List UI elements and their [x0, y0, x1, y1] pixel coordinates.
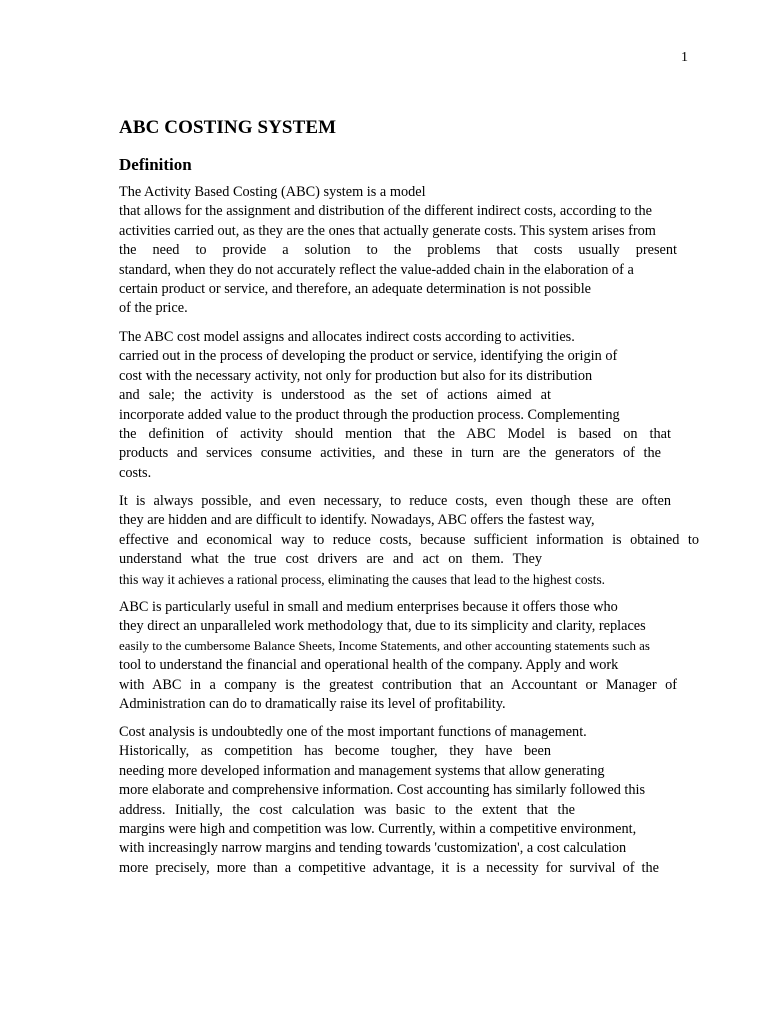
text-line: margins were high and competition was low. Currently, within a competitive environment,: [119, 820, 637, 837]
paragraph-5: [119, 723, 709, 878]
text-line: tool to understand the financial and operational health of the company. Apply and work: [119, 657, 619, 674]
text-line: products and services consume activities, and these in turn are the generators of the: [119, 445, 661, 462]
text-line: carried out in the process of developing the product or service, identifying the origin of: [119, 348, 618, 365]
text-line: standard, when they do not accurately reflect the value-added chain in the elaboration of a: [119, 261, 634, 278]
text-line: Cost analysis is undoubtedly one of the most important functions of management.: [119, 724, 587, 740]
text-line: this way it achieves a rational process, eliminating the causes that lead to the highest costs.: [119, 571, 606, 587]
text-line: they are hidden and are difficult to identify. Nowadays, ABC offers the fastest way,: [119, 512, 595, 529]
text-line: with increasingly narrow margins and tending towards 'customization', a cost calculation: [119, 840, 627, 857]
text-line: incorporate added value to the product through the production process. Complementing: [119, 406, 620, 423]
page-number: 1: [681, 50, 688, 65]
text-line: The Activity Based Costing (ABC) system is a model: [119, 184, 426, 200]
text-line: more precisely, more than a competitive advantage, it is a necessity for survival of the: [119, 859, 659, 876]
text-line: The ABC cost model assigns and allocates indirect costs according to activities.: [119, 329, 575, 345]
text-line: of the price.: [119, 300, 188, 317]
text-line: the need to provide a solution to the problems that costs usually present: [119, 242, 677, 259]
text-line: effective and economical way to reduce costs, because sufficient information is obtained to: [119, 531, 699, 548]
section-heading-definition: Definition: [119, 155, 192, 174]
text-line: easily to the cumbersome Balance Sheets, Income Statements, and other accounting statements such as: [119, 638, 650, 653]
text-line: understand what the true cost drivers are and act on them. They: [119, 551, 542, 568]
text-line: that allows for the assignment and distribution of the different indirect costs, according to the: [119, 203, 652, 220]
text-line: with ABC in a company is the greatest contribution that an Accountant or Manager of: [119, 676, 677, 693]
text-line: and sale; the activity is understood as the set of actions aimed at: [119, 387, 551, 404]
paragraph-4: [119, 598, 709, 714]
document-title: ABC COSTING SYSTEM: [119, 117, 337, 138]
text-line: they direct an unparalleled work methodology that, due to its simplicity and clarity, replaces: [119, 618, 646, 635]
text-line: needing more developed information and management systems that allow generating: [119, 762, 605, 779]
text-line: the definition of activity should mention that the ABC Model is based on that: [119, 425, 671, 442]
text-line: cost with the necessary activity, not only for production but also for its distribution: [119, 367, 593, 384]
text-line: It is always possible, and even necessary, to reduce costs, even though these are often: [119, 493, 671, 509]
text-line: address. Initially, the cost calculation was basic to the extent that the: [119, 801, 575, 818]
text-line: Historically, as competition has become tougher, they have been: [119, 743, 551, 760]
paragraph-3: [119, 492, 709, 589]
text-line: more elaborate and comprehensive information. Cost accounting has similarly followed this: [119, 782, 646, 799]
text-line: ABC is particularly useful in small and medium enterprises because it offers those who: [119, 599, 618, 615]
text-line: Administration can do to dramatically raise its level of profitability.: [119, 695, 506, 712]
paragraph-2: [119, 328, 709, 483]
text-line: activities carried out, as they are the ones that actually generate costs. This system arises from: [119, 222, 656, 239]
text-line: costs.: [119, 464, 152, 481]
text-line: certain product or service, and therefore, an adequate determination is not possible: [119, 280, 592, 297]
paragraph-1: [119, 183, 709, 319]
